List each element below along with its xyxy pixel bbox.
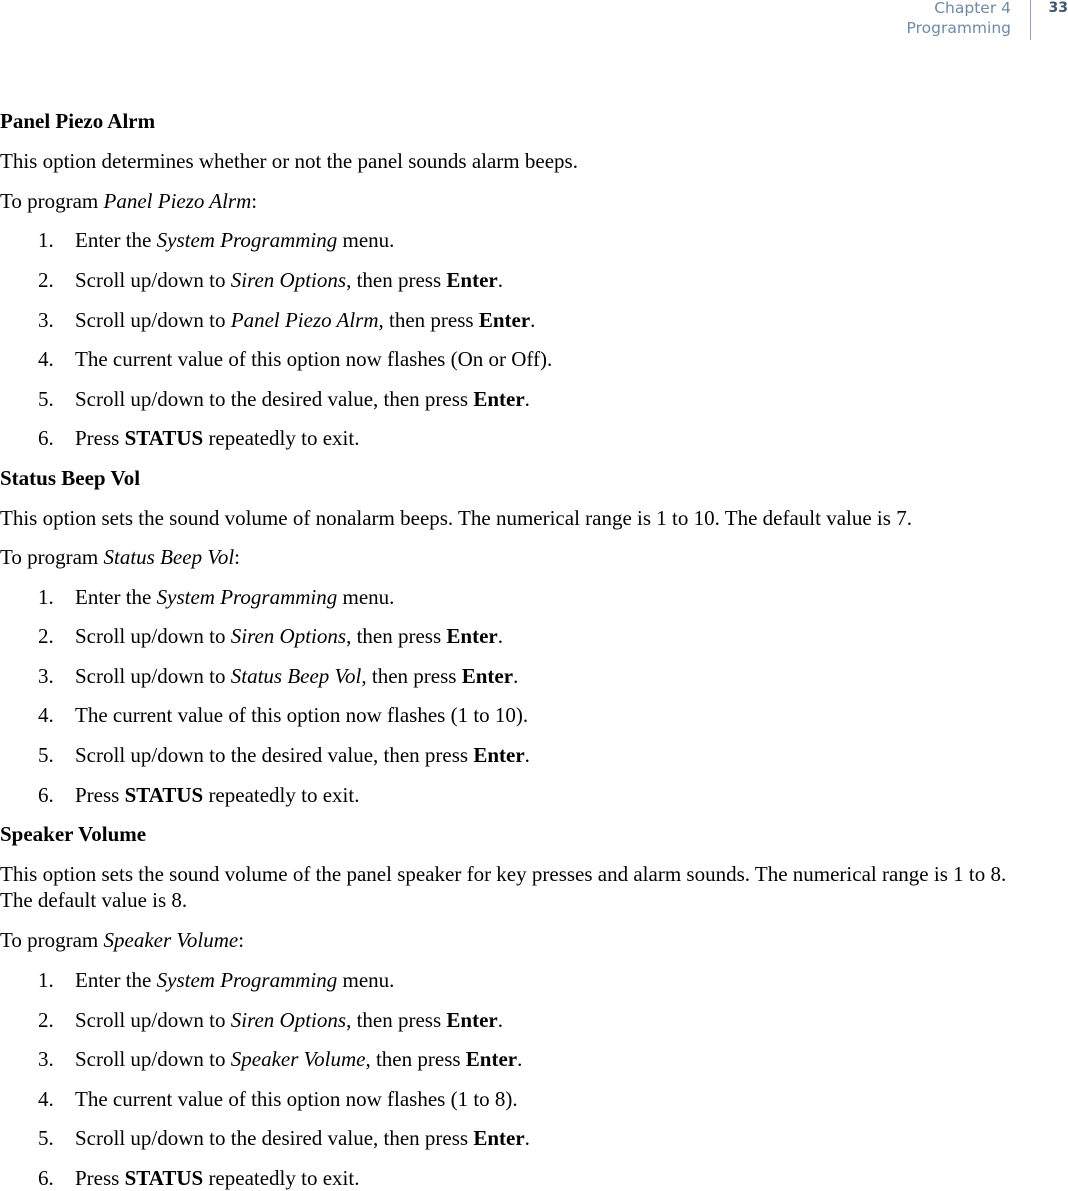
section-description: This option sets the sound volume of the panel speaker for key presses and alarm sounds. The numerical range is 1 to 8. The default value is 8. xyxy=(0,862,1007,912)
step-item: 6. Press STATUS repeatedly to exit. xyxy=(38,1166,360,1190)
step-item: 1. Enter the System Programming menu. xyxy=(38,968,395,992)
header-divider xyxy=(1030,0,1031,40)
page-number: 33 xyxy=(1048,0,1068,16)
page-header xyxy=(880,0,1068,40)
step-item: 2. Scroll up/down to Siren Options, then press Enter. xyxy=(38,268,503,292)
chapter-label: Chapter 4 xyxy=(934,0,1011,17)
step-item: 6. Press STATUS repeatedly to exit. xyxy=(38,783,360,807)
step-item: 3. Scroll up/down to Status Beep Vol, then press Enter. xyxy=(38,664,519,688)
step-item: 1. Enter the System Programming menu. xyxy=(38,228,395,252)
step-item: 6. Press STATUS repeatedly to exit. xyxy=(38,426,360,450)
step-item: 1. Enter the System Programming menu. xyxy=(38,585,395,609)
section-heading: Speaker Volume xyxy=(0,822,147,846)
step-item: 5. Scroll up/down to the desired value, then press Enter. xyxy=(38,1126,530,1150)
section-description: This option determines whether or not the panel sounds alarm beeps. xyxy=(0,149,578,173)
step-item: 4. The current value of this option now flashes (On or Off). xyxy=(38,347,553,371)
program-intro: To program Panel Piezo Alrm: xyxy=(0,189,258,213)
step-item: 4. The current value of this option now flashes (1 to 8). xyxy=(38,1087,518,1111)
section-heading: Status Beep Vol xyxy=(0,466,141,490)
program-intro: To program Speaker Volume: xyxy=(0,928,245,952)
program-intro: To program Status Beep Vol: xyxy=(0,545,241,569)
program-target: Speaker Volume xyxy=(103,928,239,952)
step-item: 5. Scroll up/down to the desired value, then press Enter. xyxy=(38,387,530,411)
step-item: 3. Scroll up/down to Speaker Volume, then press Enter. xyxy=(38,1047,523,1071)
program-target: Status Beep Vol xyxy=(103,545,235,569)
program-target: Panel Piezo Alrm xyxy=(103,189,252,213)
step-item: 2. Scroll up/down to Siren Options, then press Enter. xyxy=(38,624,503,648)
step-item: 5. Scroll up/down to the desired value, then press Enter. xyxy=(38,743,530,767)
section-description: This option sets the sound volume of nonalarm beeps. The numerical range is 1 to 10. The default value is 7. xyxy=(0,506,912,530)
section-heading: Panel Piezo Alrm xyxy=(0,109,156,133)
step-item: 4. The current value of this option now flashes (1 to 10). xyxy=(38,703,529,727)
section-label: Programming xyxy=(906,19,1011,37)
step-item: 3. Scroll up/down to Panel Piezo Alrm, then press Enter. xyxy=(38,308,536,332)
step-item: 2. Scroll up/down to Siren Options, then press Enter. xyxy=(38,1008,503,1032)
